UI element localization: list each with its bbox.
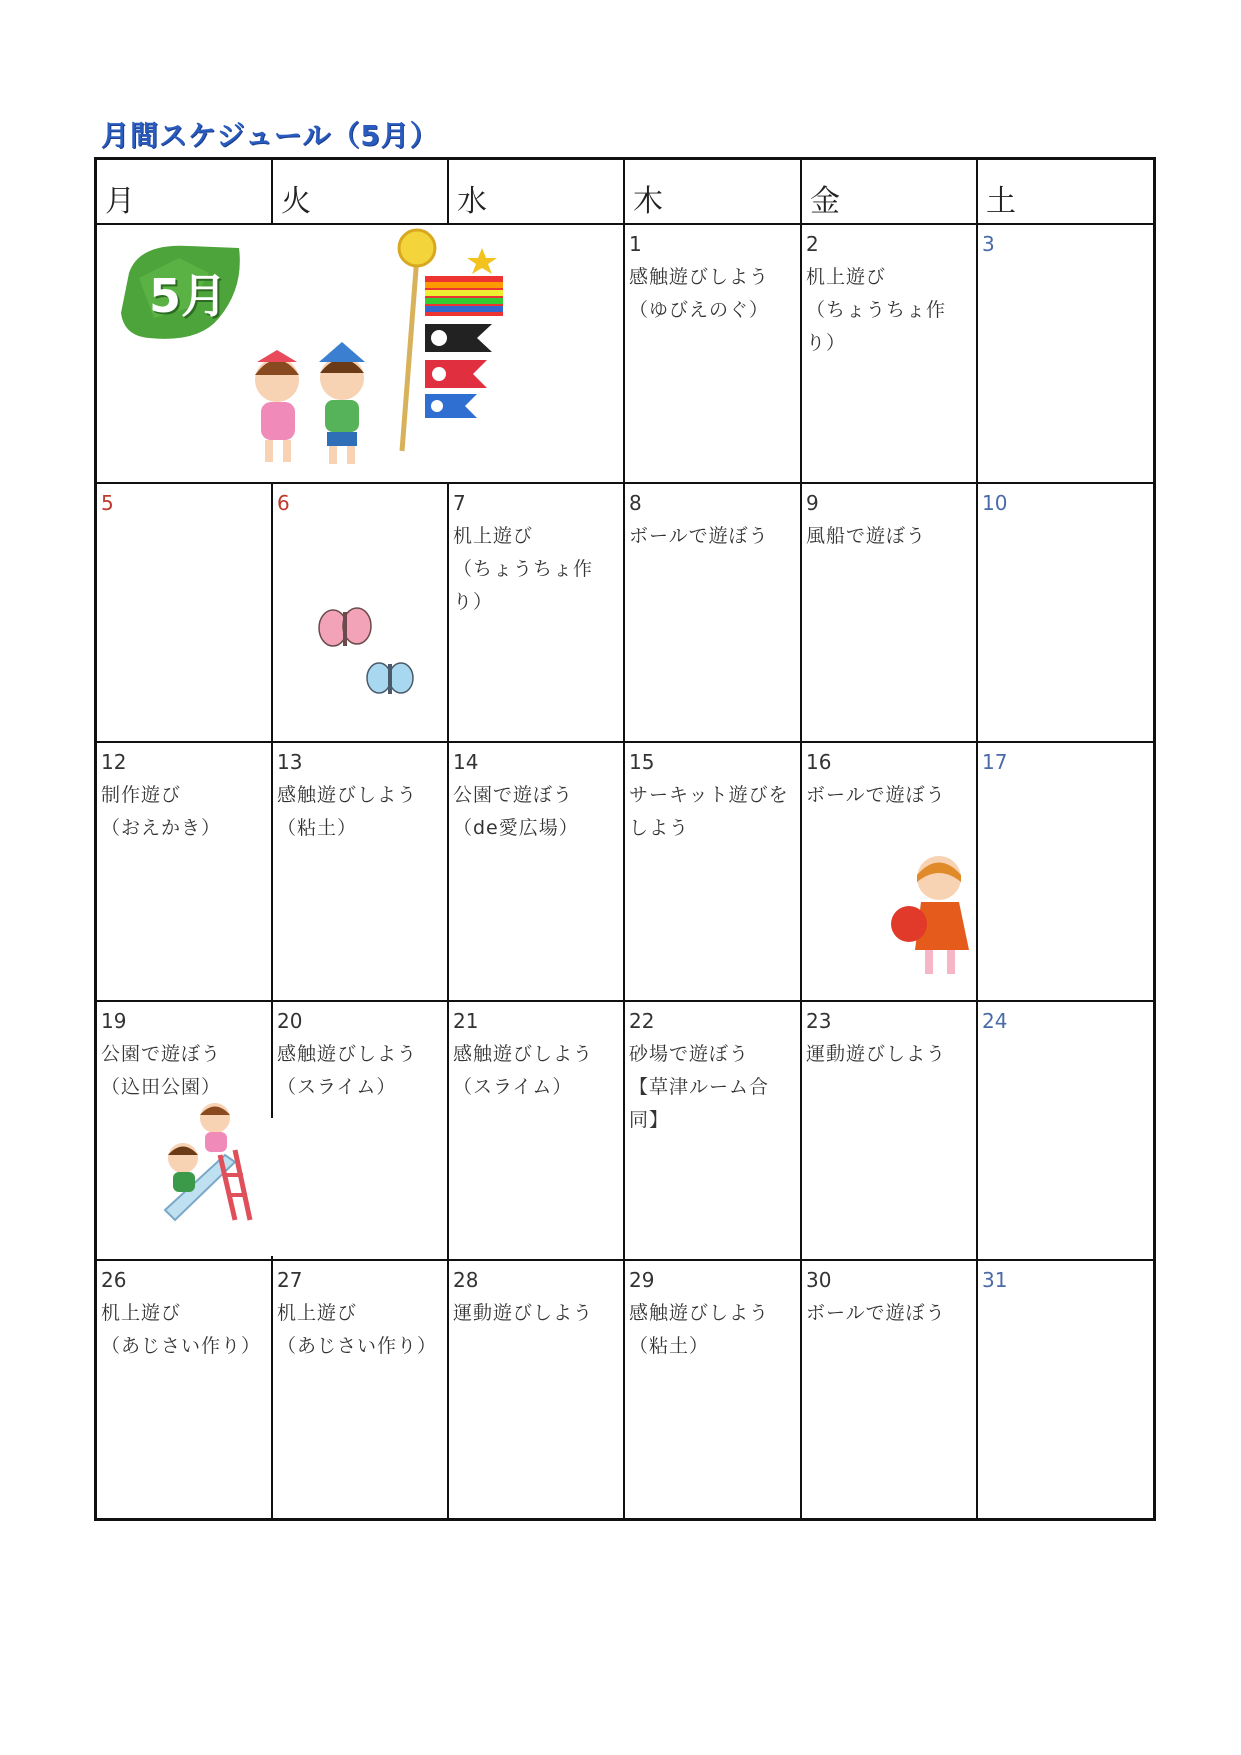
- day-number: 13: [277, 750, 303, 774]
- activity-line: （ちょうちょ作: [806, 299, 947, 321]
- day-number: 27: [277, 1268, 303, 1292]
- day-number: 6: [277, 491, 290, 515]
- activity-line: 制作遊び: [101, 784, 182, 806]
- day-number: 24: [982, 1009, 1008, 1033]
- weekday-thu: 木: [633, 184, 663, 219]
- activity-line: （ちょうちょ作: [453, 558, 594, 580]
- girl-with-ball-icon: [887, 850, 977, 980]
- day-cell: [453, 746, 625, 845]
- day-number: 15: [629, 750, 655, 774]
- day-cell: [806, 1005, 978, 1071]
- day-number: 5: [101, 491, 114, 515]
- slide-children-icon: [155, 1100, 265, 1230]
- activity-line: （ゆびえのぐ）: [629, 299, 770, 321]
- activity-line: り）: [453, 591, 494, 613]
- day-cell: [629, 1264, 801, 1363]
- activity-line: （粘土）: [629, 1335, 710, 1357]
- day-cell: [101, 1264, 273, 1363]
- weekday-sat: 土: [986, 184, 1016, 219]
- day-number: 14: [453, 750, 479, 774]
- activity-line: 公園で遊ぼう: [101, 1043, 222, 1065]
- activity-line: 公園で遊ぼう: [453, 784, 574, 806]
- day-cell: [982, 746, 1154, 779]
- activity-line: 感触遊びしよう: [629, 266, 770, 288]
- day-cell: [453, 1264, 625, 1330]
- day-cell: [982, 228, 1154, 261]
- day-number: 10: [982, 491, 1008, 515]
- day-number: 8: [629, 491, 642, 515]
- koinobori-icon: [397, 226, 517, 456]
- day-cell: [101, 746, 273, 845]
- day-cell: [806, 1264, 978, 1330]
- day-number: 22: [629, 1009, 655, 1033]
- activity-line: （スライム）: [277, 1076, 397, 1098]
- day-number: 2: [806, 232, 819, 256]
- day-number: 28: [453, 1268, 479, 1292]
- activity-line: 机上遊び: [453, 525, 534, 547]
- activity-line: （あじさい作り）: [277, 1335, 438, 1357]
- day-cell: [277, 487, 449, 520]
- activity-line: しよう: [629, 817, 690, 839]
- activity-line: 【草津ルーム合: [629, 1076, 770, 1098]
- day-cell: [277, 1264, 449, 1363]
- activity-line: 感触遊びしよう: [277, 1043, 418, 1065]
- activity-line: 机上遊び: [277, 1302, 358, 1324]
- day-cell: [277, 1005, 449, 1104]
- calendar-grid: [94, 157, 1156, 1521]
- children-icon: [237, 340, 387, 470]
- activity-line: ボールで遊ぼう: [629, 525, 769, 547]
- activity-line: 机上遊び: [101, 1302, 182, 1324]
- day-cell: [629, 1005, 801, 1137]
- activity-line: （スライム）: [453, 1076, 573, 1098]
- activity-line: 感触遊びしよう: [453, 1043, 594, 1065]
- activity-line: 運動遊びしよう: [806, 1043, 947, 1065]
- day-cell: [806, 228, 978, 360]
- day-number: 19: [101, 1009, 127, 1033]
- grid-line: [97, 482, 1153, 484]
- activity-line: 同】: [629, 1109, 670, 1131]
- day-number: 26: [101, 1268, 127, 1292]
- line-gap: [269, 1118, 275, 1256]
- page-title: 月間スケジュール（5月）: [101, 119, 439, 152]
- day-number: 9: [806, 491, 819, 515]
- day-number: 20: [277, 1009, 303, 1033]
- day-cell: [806, 746, 978, 812]
- day-cell: [277, 746, 449, 845]
- activity-line: （de愛広場）: [453, 817, 579, 839]
- activity-line: （おえかき）: [101, 817, 222, 839]
- day-cell: [101, 1005, 273, 1104]
- day-number: 21: [453, 1009, 479, 1033]
- activity-line: （粘土）: [277, 817, 358, 839]
- weekday-tue: 火: [281, 184, 311, 219]
- activity-line: 机上遊び: [806, 266, 887, 288]
- weekday-fri: 金: [810, 184, 840, 219]
- grid-line: [97, 1259, 1153, 1261]
- day-cell: [101, 487, 273, 520]
- day-number: 3: [982, 232, 995, 256]
- day-cell: [453, 487, 625, 619]
- activity-line: 運動遊びしよう: [453, 1302, 594, 1324]
- grid-line: [97, 1000, 1153, 1002]
- butterfly-icon: [319, 606, 419, 706]
- activity-line: ボールで遊ぼう: [806, 1302, 946, 1324]
- activity-line: 砂場で遊ぼう: [629, 1043, 750, 1065]
- day-cell: [453, 1005, 625, 1104]
- day-number: 16: [806, 750, 832, 774]
- activity-line: （込田公園）: [101, 1076, 222, 1098]
- activity-line: 風船で遊ぼう: [806, 525, 927, 547]
- day-number: 23: [806, 1009, 832, 1033]
- month-badge-text: 5月: [149, 269, 228, 323]
- activity-line: 感触遊びしよう: [629, 1302, 770, 1324]
- activity-line: り）: [806, 332, 847, 354]
- activity-line: （あじさい作り）: [101, 1335, 262, 1357]
- day-number: 1: [629, 232, 642, 256]
- activity-line: ボールで遊ぼう: [806, 784, 946, 806]
- activity-line: サーキット遊びを: [629, 784, 789, 806]
- day-cell: [982, 1264, 1154, 1297]
- activity-line: 感触遊びしよう: [277, 784, 418, 806]
- weekday-wed: 水: [457, 184, 487, 219]
- weekday-mon: 月: [105, 184, 135, 219]
- day-cell: [982, 487, 1154, 520]
- day-number: 29: [629, 1268, 655, 1292]
- day-number: 12: [101, 750, 127, 774]
- day-cell: [982, 1005, 1154, 1038]
- day-number: 31: [982, 1268, 1008, 1292]
- day-number: 7: [453, 491, 466, 515]
- day-cell: [806, 487, 978, 553]
- day-number: 17: [982, 750, 1008, 774]
- grid-line: [97, 741, 1153, 743]
- day-cell: [629, 487, 801, 553]
- day-cell: [629, 746, 801, 845]
- day-cell: [629, 228, 801, 327]
- day-number: 30: [806, 1268, 832, 1292]
